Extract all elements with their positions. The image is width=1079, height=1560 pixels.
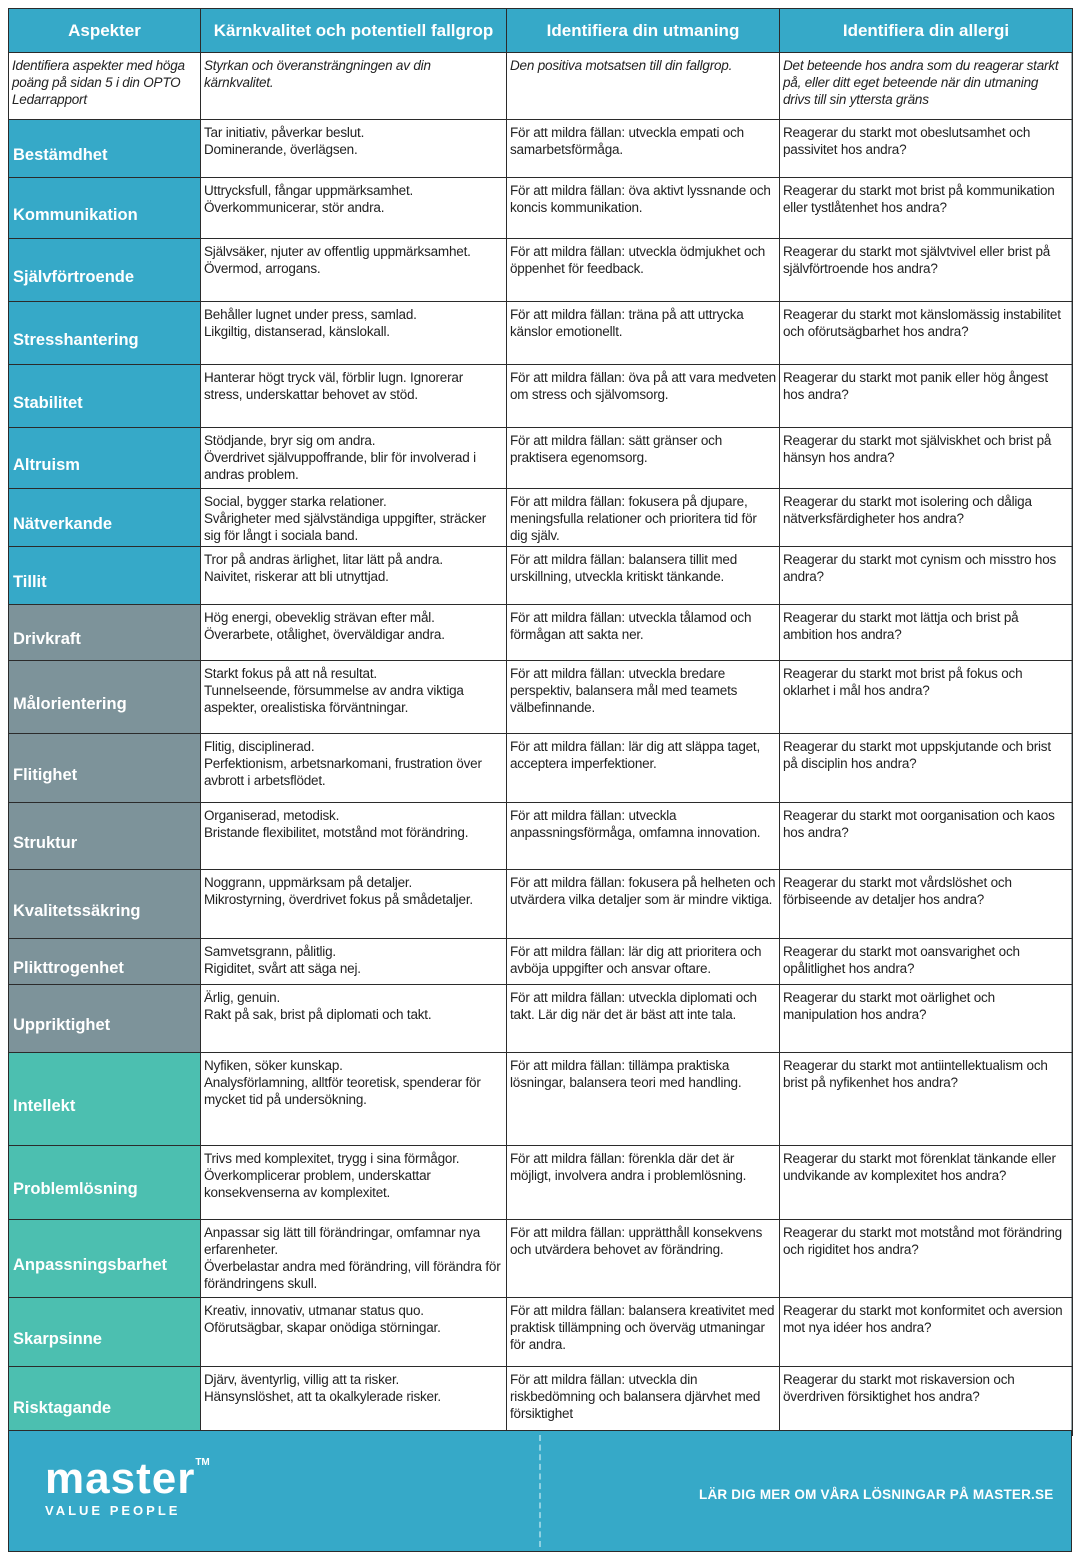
table-row	[9, 120, 1073, 178]
challenge-text: För att mildra fällan: balansera tillit med urskillning, utveckla kritiskt tänkande.	[510, 552, 737, 584]
intro-allergy: Det beteende hos andra som du reagerar starkt på, eller ditt eget beteende när din utmaning drivs till sin yttersta gräns	[780, 53, 1073, 120]
core-text: Trivs med komplexitet, trygg i sina förmågor. Överkomplicerar problem, underskattar konsekvenserna av komplexitet.	[204, 1151, 460, 1200]
core-text: Flitig, disciplinerad.	[204, 739, 315, 754]
cell-allergy	[780, 1053, 1073, 1146]
allergy-text: Reagerar du starkt mot vårdslöshet och förbiseende av detaljer hos andra?	[783, 875, 1012, 907]
cell-challenge	[507, 1298, 780, 1367]
aspect-label: Risktagande	[9, 1367, 201, 1436]
challenge-text: För att mildra fällan: sätt gränser och praktisera egenomsorg.	[510, 433, 723, 465]
aspect-label: Flitighet	[9, 734, 201, 803]
core-text: Överbelastar andra med förändring, vill förändra för förändringens skull.	[204, 1259, 501, 1291]
allergy-text: Reagerar du starkt mot riskaversion och överdriven försiktighet hos andra?	[783, 1372, 1015, 1404]
core-text: Organiserad, metodisk.	[204, 808, 340, 823]
challenge-text: För att mildra fällan: utveckla tålamod och förmågan att sakta ner.	[510, 610, 752, 642]
core-text: Överarbete, otålighet, överväldigar andra.	[204, 627, 445, 642]
cell-challenge	[507, 985, 780, 1053]
cell-core	[201, 605, 507, 661]
cell-allergy	[780, 1298, 1073, 1367]
cell-allergy	[780, 178, 1073, 239]
allergy-text: Reagerar du starkt mot förenklat tänkande eller undvikande av komplexitet hos andra?	[783, 1151, 1056, 1183]
aspect-label: Nätverkande	[9, 489, 201, 547]
core-text: Övermod, arrogans.	[204, 261, 321, 276]
challenge-text: För att mildra fällan: lär dig att prioritera och avböja uppgifter och ansvar oftare.	[510, 944, 762, 976]
cell-challenge	[507, 939, 780, 985]
logo-trademark: TM	[195, 1457, 210, 1468]
cell-core	[201, 428, 507, 489]
table-body	[9, 53, 1073, 1436]
core-text: Nyfiken, söker kunskap.	[204, 1058, 343, 1073]
aspect-label: Intellekt	[9, 1053, 201, 1146]
cell-core	[201, 1146, 507, 1220]
core-text: Svårigheter med självständiga uppgifter, sträcker sig för långt i sociala band.	[204, 511, 487, 543]
cell-challenge	[507, 302, 780, 365]
cell-core	[201, 870, 507, 939]
cell-core	[201, 734, 507, 803]
cell-allergy	[780, 1220, 1073, 1298]
intro-challenge: Den positiva motsatsen till din fallgrop.	[507, 53, 780, 120]
cell-challenge	[507, 734, 780, 803]
cell-core	[201, 489, 507, 547]
core-text: Naivitet, riskerar att bli utnyttjad.	[204, 569, 389, 584]
challenge-text: För att mildra fällan: förenkla där det är möjligt, involvera andra i problemlösning.	[510, 1151, 747, 1183]
cell-core	[201, 1220, 507, 1298]
core-text: Stödjande, bryr sig om andra.	[204, 433, 376, 448]
table-row	[9, 985, 1073, 1053]
intro-row	[9, 53, 1073, 120]
aspect-label: Kvalitetssäkring	[9, 870, 201, 939]
challenge-text: För att mildra fällan: tillämpa praktiska lösningar, balansera teori med handling.	[510, 1058, 742, 1090]
allergy-text: Reagerar du starkt mot brist på kommunikation eller tystlåtenhet hos andra?	[783, 183, 1055, 215]
cell-allergy	[780, 1367, 1073, 1436]
core-text: Hanterar högt tryck väl, förblir lugn. Ignorerar stress, underskattar behovet av stöd.	[204, 370, 464, 402]
core-text: Likgiltig, distanserad, känslokall.	[204, 324, 390, 339]
cell-core	[201, 302, 507, 365]
aspect-label: Tillit	[9, 547, 201, 605]
table-row	[9, 734, 1073, 803]
cell-core	[201, 239, 507, 302]
cell-challenge	[507, 489, 780, 547]
cell-allergy	[780, 365, 1073, 428]
intro-aspects: Identifiera aspekter med höga poäng på sidan 5 i din OPTO Ledarrapport	[9, 53, 201, 120]
core-text: Mikrostyrning, överdrivet fokus på smådetaljer.	[204, 892, 473, 907]
table-row	[9, 1220, 1073, 1298]
allergy-text: Reagerar du starkt mot brist på fokus och oklarhet i mål hos andra?	[783, 666, 1023, 698]
cell-allergy	[780, 939, 1073, 985]
cell-core	[201, 547, 507, 605]
aspect-label: Struktur	[9, 803, 201, 870]
core-text: Noggrann, uppmärksam på detaljer.	[204, 875, 413, 890]
core-text: Överkommunicerar, stör andra.	[204, 200, 385, 215]
aspect-label: Kommunikation	[9, 178, 201, 239]
aspect-label: Självförtroende	[9, 239, 201, 302]
cell-allergy	[780, 803, 1073, 870]
footer-divider	[539, 1435, 541, 1547]
allergy-text: Reagerar du starkt mot isolering och dåliga nätverksfärdigheter hos andra?	[783, 494, 1032, 526]
cell-challenge	[507, 239, 780, 302]
cell-core	[201, 985, 507, 1053]
logo-tagline: VALUE PEOPLE	[45, 1503, 181, 1518]
cell-core	[201, 178, 507, 239]
core-text: Dominerande, överlägsen.	[204, 142, 358, 157]
footer-banner	[8, 1430, 1072, 1552]
cell-allergy	[780, 547, 1073, 605]
core-text: Oförutsägbar, skapar onödiga störningar.	[204, 1320, 441, 1335]
cell-challenge	[507, 870, 780, 939]
allergy-text: Reagerar du starkt mot panik eller hög ångest hos andra?	[783, 370, 1048, 402]
cell-challenge	[507, 365, 780, 428]
table-row	[9, 870, 1073, 939]
core-text: Bristande flexibilitet, motstånd mot förändring.	[204, 825, 469, 840]
cell-allergy	[780, 489, 1073, 547]
logo-wordmark: master	[45, 1454, 196, 1503]
cell-allergy	[780, 1146, 1073, 1220]
challenge-text: För att mildra fällan: träna på att uttrycka känslor emotionellt.	[510, 307, 744, 339]
aspect-label: Uppriktighet	[9, 985, 201, 1053]
header-row	[9, 9, 1073, 53]
header-aspekter: Aspekter	[9, 9, 201, 53]
cell-allergy	[780, 734, 1073, 803]
header-core-quality: Kärnkvalitet och potentiell fallgrop	[201, 9, 507, 53]
challenge-text: För att mildra fällan: utveckla ödmjukhet och öppenhet för feedback.	[510, 244, 766, 276]
core-text: Djärv, äventyrlig, villig att ta risker.	[204, 1372, 400, 1387]
core-text: Uttrycksfull, fångar uppmärksamhet.	[204, 183, 414, 198]
allergy-text: Reagerar du starkt mot antiintellektualism och brist på nyfikenhet hos andra?	[783, 1058, 1048, 1090]
cell-challenge	[507, 605, 780, 661]
cell-challenge	[507, 1053, 780, 1146]
allergy-text: Reagerar du starkt mot motstånd mot förändring och rigiditet hos andra?	[783, 1225, 1062, 1257]
aspect-label: Anpassningsbarhet	[9, 1220, 201, 1298]
aspect-label: Plikttrogenhet	[9, 939, 201, 985]
table-row	[9, 661, 1073, 734]
core-text: Tror på andras ärlighet, litar lätt på andra.	[204, 552, 443, 567]
cell-core	[201, 365, 507, 428]
table-row	[9, 803, 1073, 870]
cell-challenge	[507, 1367, 780, 1436]
table-row	[9, 302, 1073, 365]
allergy-text: Reagerar du starkt mot själviskhet och brist på hänsyn hos andra?	[783, 433, 1052, 465]
table-row	[9, 178, 1073, 239]
allergy-text: Reagerar du starkt mot lättja och brist på ambition hos andra?	[783, 610, 1019, 642]
challenge-text: För att mildra fällan: utveckla din riskbedömning och balansera djärvhet med försiktighet	[510, 1372, 761, 1421]
cell-core	[201, 120, 507, 178]
cell-allergy	[780, 661, 1073, 734]
aspect-label: Altruism	[9, 428, 201, 489]
aspect-label: Problemlösning	[9, 1146, 201, 1220]
cell-core	[201, 1053, 507, 1146]
cell-allergy	[780, 239, 1073, 302]
core-text: Rakt på sak, brist på diplomati och takt.	[204, 1007, 432, 1022]
cell-allergy	[780, 428, 1073, 489]
cell-challenge	[507, 428, 780, 489]
core-text: Självsäker, njuter av offentlig uppmärksamhet.	[204, 244, 471, 259]
aspect-label: Stabilitet	[9, 365, 201, 428]
allergy-text: Reagerar du starkt mot oorganisation och kaos hos andra?	[783, 808, 1055, 840]
challenge-text: För att mildra fällan: upprätthåll konsekvens och utvärdera behovet av förändring.	[510, 1225, 763, 1257]
core-text: Ärlig, genuin.	[204, 990, 280, 1005]
core-text: Överdrivet självuppoffrande, blir för involverad i andras problem.	[204, 450, 476, 482]
core-text: Analysförlamning, alltför teoretisk, spenderar för mycket tid på undersökning.	[204, 1075, 481, 1107]
header-allergy: Identifiera din allergi	[780, 9, 1073, 53]
master-logo[interactable]	[45, 1454, 210, 1518]
aspect-label: Målorientering	[9, 661, 201, 734]
allergy-text: Reagerar du starkt mot konformitet och aversion mot nya idéer hos andra?	[783, 1303, 1063, 1335]
allergy-text: Reagerar du starkt mot uppskjutande och brist på disciplin hos andra?	[783, 739, 1051, 771]
cell-challenge	[507, 661, 780, 734]
allergy-text: Reagerar du starkt mot känslomässig instabilitet och oförutsägbarhet hos andra?	[783, 307, 1061, 339]
table-row	[9, 547, 1073, 605]
aspect-label: Skarpsinne	[9, 1298, 201, 1367]
core-text: Kreativ, innovativ, utmanar status quo.	[204, 1303, 424, 1318]
core-text: Tunnelseende, försummelse av andra viktiga aspekter, orealistiska förväntningar.	[204, 683, 464, 715]
cell-allergy	[780, 120, 1073, 178]
cell-challenge	[507, 1220, 780, 1298]
cell-core	[201, 939, 507, 985]
aspect-label: Bestämdhet	[9, 120, 201, 178]
allergy-text: Reagerar du starkt mot oansvarighet och opålitlighet hos andra?	[783, 944, 1020, 976]
core-text: Rigiditet, svårt att säga nej.	[204, 961, 361, 976]
table-row	[9, 365, 1073, 428]
core-text: Hänsynslöshet, att ta okalkylerade risker.	[204, 1389, 441, 1404]
aspects-table	[8, 8, 1073, 1436]
footer-cta-link[interactable]: LÄR DIG MER OM VÅRA LÖSNINGAR PÅ MASTER.SE	[699, 1487, 1054, 1502]
core-text: Tar initiativ, påverkar beslut.	[204, 125, 365, 140]
cell-challenge	[507, 178, 780, 239]
cell-challenge	[507, 1146, 780, 1220]
cell-allergy	[780, 985, 1073, 1053]
table-row	[9, 428, 1073, 489]
allergy-text: Reagerar du starkt mot oärlighet och manipulation hos andra?	[783, 990, 995, 1022]
challenge-text: För att mildra fällan: öva på att vara medveten om stress och självomsorg.	[510, 370, 776, 402]
challenge-text: För att mildra fällan: utveckla diplomati och takt. Lär dig när det är bäst att inte tala.	[510, 990, 757, 1022]
core-text: Starkt fokus på att nå resultat.	[204, 666, 377, 681]
challenge-text: För att mildra fällan: öva aktivt lyssnande och koncis kommunikation.	[510, 183, 771, 215]
table-row	[9, 239, 1073, 302]
cell-challenge	[507, 803, 780, 870]
cell-allergy	[780, 605, 1073, 661]
challenge-text: För att mildra fällan: balansera kreativitet med praktisk tillämpning och överväg utmaningar för andra.	[510, 1303, 775, 1352]
aspect-label: Stresshantering	[9, 302, 201, 365]
aspect-label: Drivkraft	[9, 605, 201, 661]
cell-allergy	[780, 302, 1073, 365]
core-text: Social, bygger starka relationer.	[204, 494, 387, 509]
challenge-text: För att mildra fällan: utveckla bredare perspektiv, balansera mål med teamets välbefinnande.	[510, 666, 738, 715]
core-text: Perfektionism, arbetsnarkomani, frustration över avbrott i arbetsflödet.	[204, 756, 482, 788]
core-text: Anpassar sig lätt till förändringar, omfamnar nya erfarenheter.	[204, 1225, 481, 1257]
cell-core	[201, 1367, 507, 1436]
allergy-text: Reagerar du starkt mot självtvivel eller brist på självförtroende hos andra?	[783, 244, 1051, 276]
cell-core	[201, 661, 507, 734]
table-row	[9, 1298, 1073, 1367]
table-row	[9, 605, 1073, 661]
allergy-text: Reagerar du starkt mot cynism och misstro hos andra?	[783, 552, 1057, 584]
cell-allergy	[780, 870, 1073, 939]
table-row	[9, 1053, 1073, 1146]
challenge-text: För att mildra fällan: lär dig att släppa taget, acceptera imperfektioner.	[510, 739, 761, 771]
table-row	[9, 1367, 1073, 1436]
intro-core-quality: Styrkan och överansträngningen av din kärnkvalitet.	[201, 53, 507, 120]
table-row	[9, 1146, 1073, 1220]
challenge-text: För att mildra fällan: utveckla empati och samarbetsförmåga.	[510, 125, 744, 157]
core-text: Samvetsgrann, pålitlig.	[204, 944, 336, 959]
cell-core	[201, 803, 507, 870]
table-row	[9, 939, 1073, 985]
cell-challenge	[507, 120, 780, 178]
cell-challenge	[507, 547, 780, 605]
header-challenge: Identifiera din utmaning	[507, 9, 780, 53]
core-text: Behåller lugnet under press, samlad.	[204, 307, 417, 322]
allergy-text: Reagerar du starkt mot obeslutsamhet och passivitet hos andra?	[783, 125, 1031, 157]
core-text: Hög energi, obeveklig strävan efter mål.	[204, 610, 435, 625]
challenge-text: För att mildra fällan: fokusera på helheten och utvärdera vilka detaljer som är mindre viktiga.	[510, 875, 776, 907]
challenge-text: För att mildra fällan: fokusera på djupare, meningsfulla relationer och prioritera tid för dig själv.	[510, 494, 757, 543]
cell-core	[201, 1298, 507, 1367]
challenge-text: För att mildra fällan: utveckla anpassningsförmåga, omfamna innovation.	[510, 808, 761, 840]
table-row	[9, 489, 1073, 547]
